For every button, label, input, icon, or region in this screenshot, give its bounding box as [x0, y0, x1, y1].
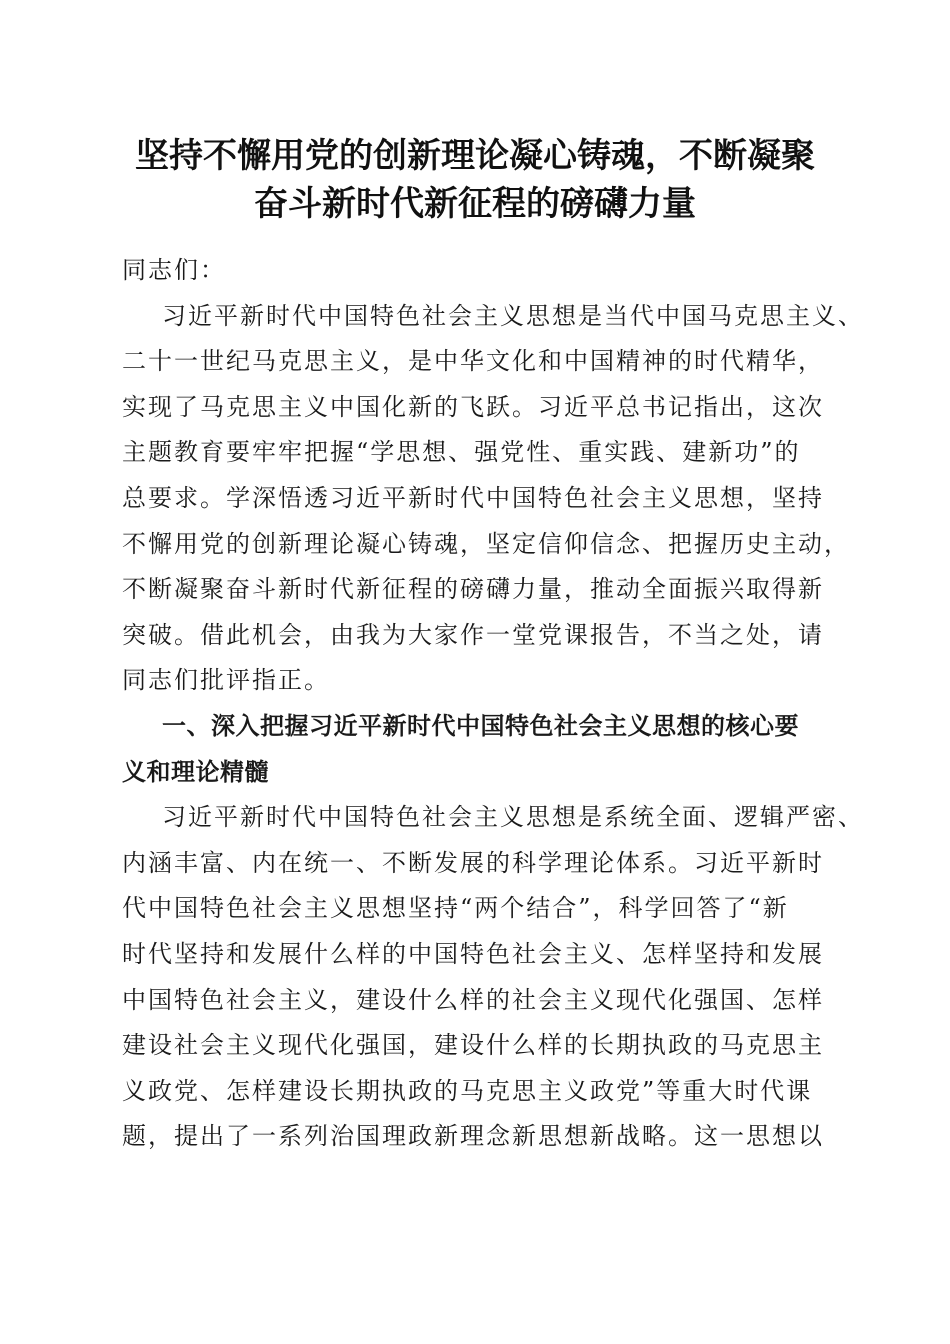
paragraph-1-line: 二十一世纪马克思主义，是中华文化和中国精神的时代精华，	[122, 347, 824, 376]
paragraph-2-line: 义政党、怎样建设长期执政的马克思主义政党”等重大时代课	[122, 1076, 813, 1105]
paragraph-1-line: 不断凝聚奋斗新时代新征程的磅礴力量，推动全面振兴取得新	[122, 575, 824, 604]
salutation: 同志们：	[122, 256, 226, 284]
paragraph-1-line: 不懈用党的创新理论凝心铸魂，坚定信仰信念、把握历史主动，	[122, 529, 850, 558]
paragraph-2-line: 中国特色社会主义，建设什么样的社会主义现代化强国、怎样	[122, 985, 824, 1014]
paragraph-2-line: 代中国特色社会主义思想坚持“两个结合”，科学回答了“新	[122, 894, 789, 923]
paragraph-2-line: 时代坚持和发展什么样的中国特色社会主义、怎样坚持和发展	[122, 939, 824, 968]
paragraph-1-line: 主题教育要牢牢把握“学思想、强党性、重实践、建新功”的	[122, 438, 801, 467]
paragraph-1-line: 实现了马克思主义中国化新的飞跃。习近平总书记指出，这次	[122, 392, 824, 421]
title-line-2: 奋斗新时代新征程的磅礴力量	[254, 184, 696, 224]
document-body	[122, 248, 864, 1160]
paragraph-1-line: 习近平新时代中国特色社会主义思想是当代中国马克思主义、	[162, 301, 864, 330]
paragraph-1-line: 突破。借此机会，由我为大家作一堂党课报告，不当之处，请	[122, 620, 824, 649]
title-line-1: 坚持不懈用党的创新理论凝心铸魂，不断凝聚	[135, 136, 815, 176]
section-heading-1-line: 义和理论精髓	[122, 757, 269, 786]
paragraph-2-line: 题，提出了一系列治国理政新理念新思想新战略。这一思想以	[122, 1122, 824, 1151]
paragraph-2-line: 习近平新时代中国特色社会主义思想是系统全面、逻辑严密、	[162, 803, 864, 832]
paragraph-2-line: 内涵丰富、内在统一、不断发展的科学理论体系。习近平新时	[122, 848, 824, 877]
section-heading-1-line: 一、深入把握习近平新时代中国特色社会主义思想的核心要	[162, 711, 799, 740]
paragraph-1-line: 同志们批评指正。	[122, 666, 330, 695]
paragraph-1-line: 总要求。学深悟透习近平新时代中国特色社会主义思想，坚持	[122, 483, 824, 512]
document-title	[90, 132, 860, 228]
paragraph-2-line: 建设社会主义现代化强国，建设什么样的长期执政的马克思主	[122, 1031, 824, 1060]
